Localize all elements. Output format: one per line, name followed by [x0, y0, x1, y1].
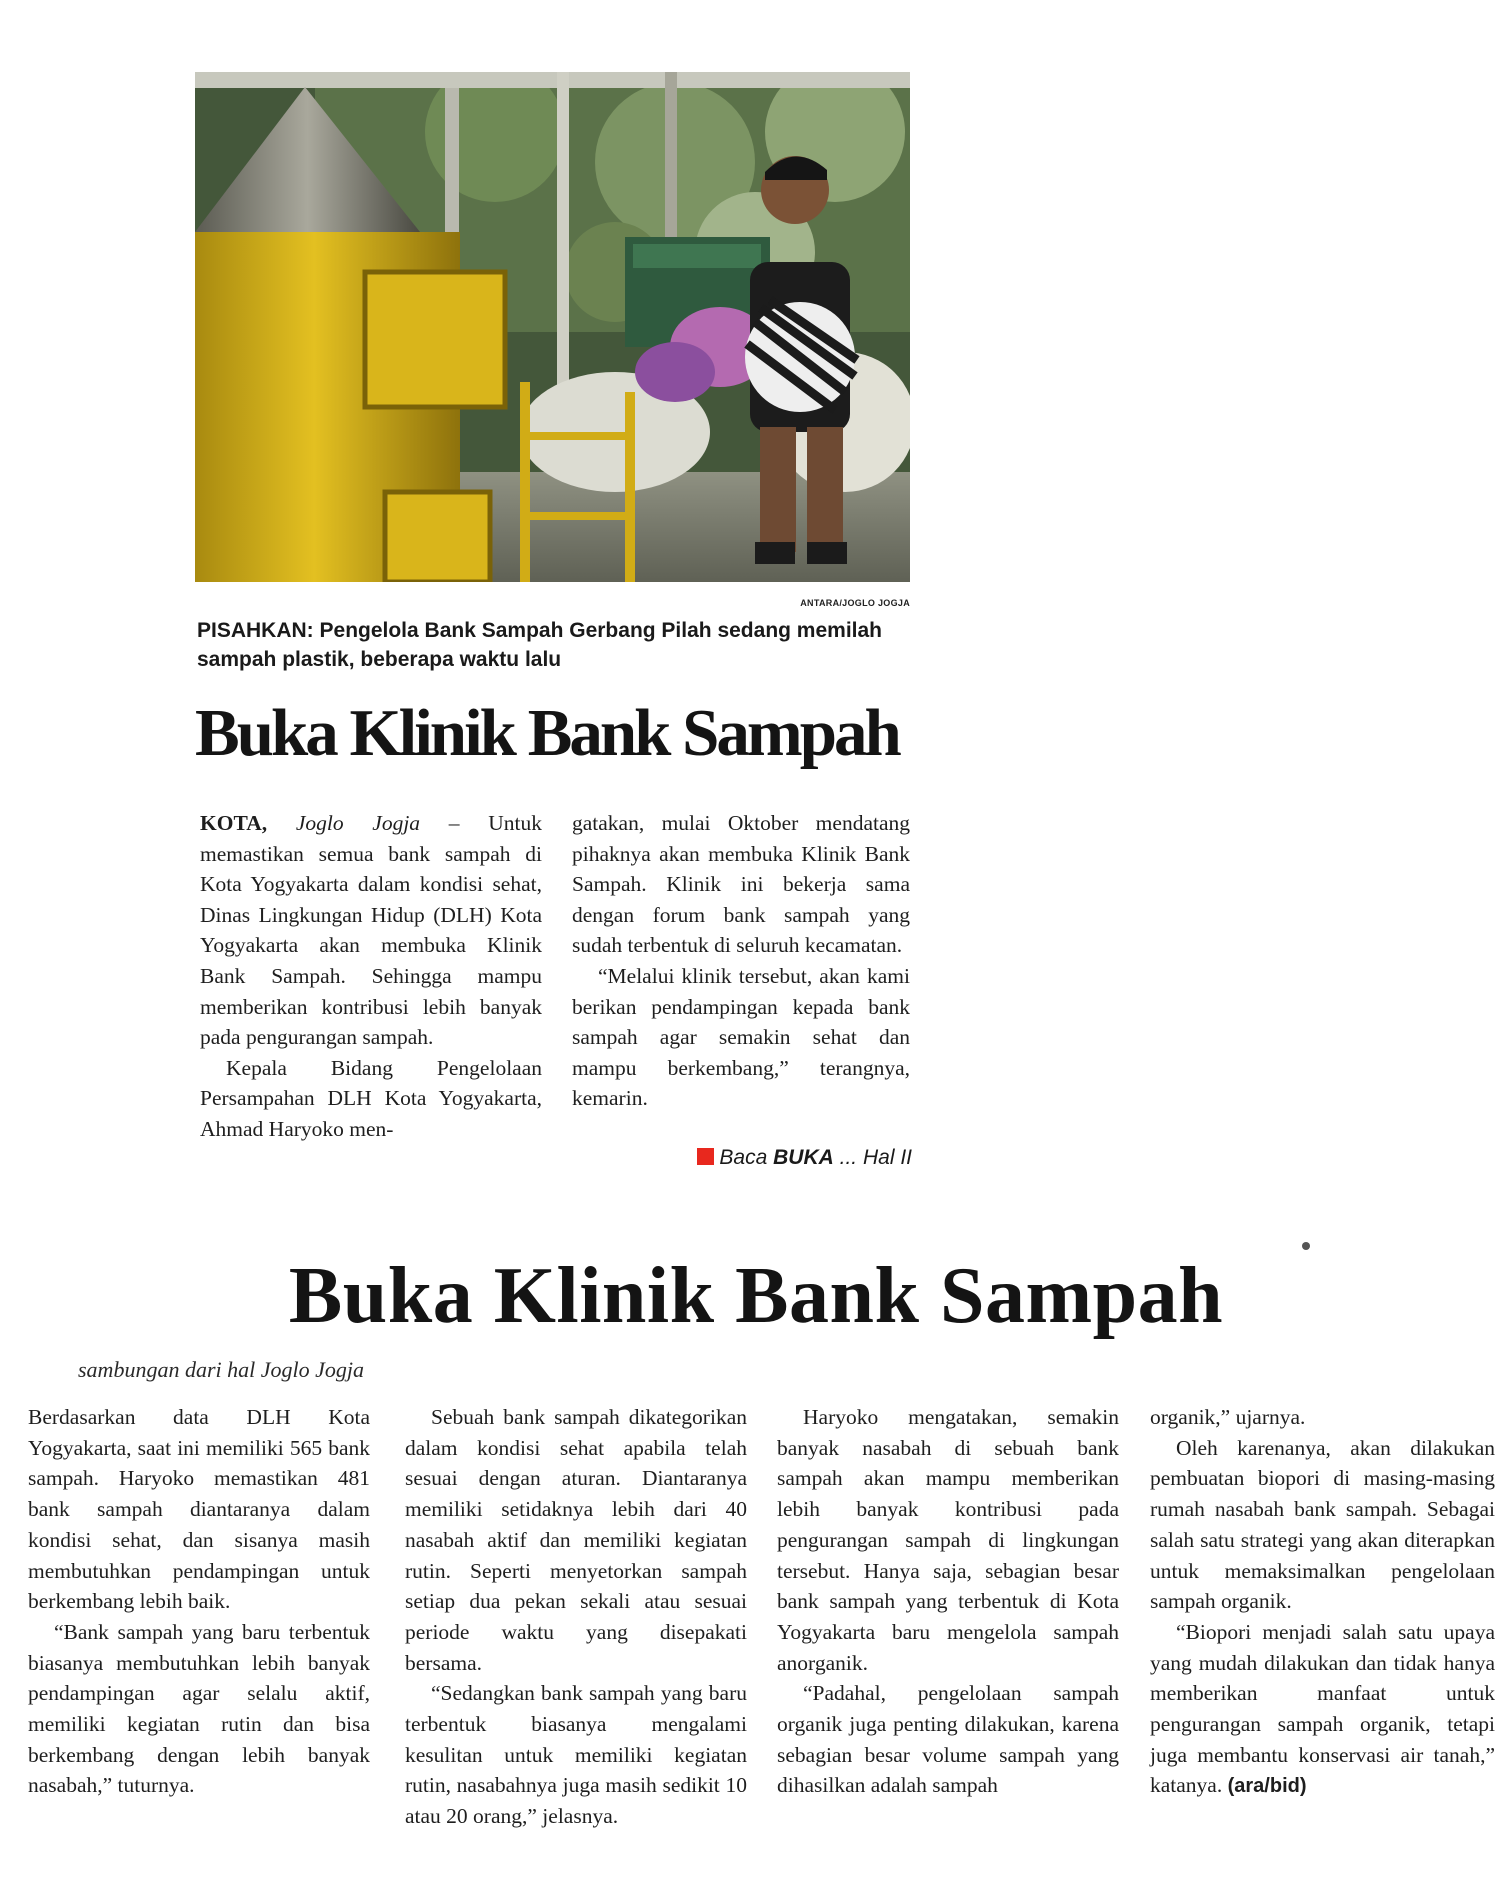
- red-square-icon: [697, 1148, 714, 1165]
- continue-prefix: Baca: [719, 1146, 768, 1169]
- continuation-subhead: sambungan dari hal Joglo Jogja: [78, 1357, 364, 1382]
- byline: (ara/bid): [1227, 1775, 1307, 1798]
- continuation-column-2: [405, 1402, 747, 1832]
- front-column-2: [572, 808, 910, 1114]
- article-paragraph: [1150, 1617, 1495, 1802]
- article-paragraph: “Padahal, pengelolaan sampah organik juga penting dilakukan, karena sebagian besar volume sampah yang dihasilkan adalah sampah: [777, 1681, 1119, 1798]
- photo-credit: ANTARA/JOGLO JOGJA: [800, 598, 910, 608]
- continue-suffix: ... Hal II: [839, 1146, 912, 1169]
- photo-caption: PISAHKAN: Pengelola Bank Sampah Gerbang Pilah sedang memilah sampah plastik, beberapa waktu lalu: [197, 619, 883, 671]
- article-paragraph: Oleh karenanya, akan dilakukan pembuatan biopori di masing-masing rumah nasabah bank sampah. Sebagai salah satu strategi yang akan diterapkan untuk memaksimalkan pengelolaan sampah organik.: [1150, 1435, 1495, 1614]
- article-paragraph: “Sedangkan bank sampah yang baru terbentuk biasanya mengalami kesulitan untuk memiliki kegiatan rutin, nasabahnya juga masih sedikit 10 atau 20 orang,” jelasnya.: [405, 1681, 747, 1829]
- front-column-1: [200, 808, 542, 1145]
- article-paragraph: Berdasarkan data DLH Kota Yogyakarta, saat ini memiliki 565 bank sampah. Haryoko memastikan 481 bank sampah diantaranya dalam kondisi sehat, dan sisanya masih membutuhkan pendampingan untuk berkembang lebih baik.: [28, 1405, 370, 1614]
- front-paragraph: [200, 808, 542, 1053]
- article-paragraph: “Bank sampah yang baru terbentuk biasanya membutuhkan lebih banyak pendampingan agar selalu aktif, memiliki kegiatan rutin dan bisa berkembang dengan lebih banyak nasabah,” tuturnya.: [28, 1619, 370, 1798]
- dateline-source: Joglo Jogja: [295, 811, 421, 835]
- continuation-column-3: [777, 1402, 1119, 1801]
- continuation-headline: Buka Klinik Bank Sampah: [288, 1252, 1224, 1340]
- photo-bank-sampah-worker-icon: [195, 72, 910, 582]
- continuation-column-1: [28, 1402, 370, 1801]
- continue-word: BUKA: [773, 1146, 834, 1169]
- front-paragraph: “Melalui klinik tersebut, akan kami berikan pendampingan kepada bank sampah agar semakin sehat dan mampu berkembang,” terangnya, kemarin.: [572, 963, 910, 1111]
- front-headline: Buka Klinik Bank Sampah: [195, 696, 899, 770]
- dateline-place: KOTA,: [200, 811, 268, 835]
- continuation-column-4: [1150, 1402, 1495, 1802]
- news-photo: [195, 72, 910, 582]
- article-paragraph: Haryoko mengatakan, semakin banyak nasabah di sebuah bank sampah akan mampu memberikan lebih banyak kontribusi pada pengurangan sampah di lingkungan tersebut. Hanya saja, sebagian besar bank sampah yang terbentuk di Kota Yogyakarta baru mengelola sampah anorganik.: [777, 1405, 1119, 1675]
- continue-reference: [660, 1146, 912, 1170]
- front-paragraph: Kepala Bidang Pengelolaan Persampahan DLH Kota Yogyakarta, Ahmad Haryoko men-: [200, 1055, 542, 1141]
- article-paragraph: organik,” ujarnya.: [1150, 1405, 1306, 1429]
- front-paragraph: gatakan, mulai Oktober mendatang pihaknya akan membuka Klinik Bank Sampah. Klinik ini bekerja sama dengan forum bank sampah yang sudah terbentuk di seluruh kecamatan.: [572, 811, 910, 958]
- article-paragraph: Sebuah bank sampah dikategorikan dalam kondisi sehat apabila telah sesuai dengan aturan. Diantaranya memiliki setidaknya lebih dari 40 nasabah aktif dan memiliki kegiatan rutin. Seperti menyetorkan sampah setiap dua pekan sekali atau sesuai periode waktu yang disepakati bersama.: [405, 1405, 747, 1675]
- ink-speck-icon: [1302, 1242, 1310, 1250]
- lead-text: – Untuk memastikan semua bank sampah di Kota Yogyakarta dalam kondisi sehat, Dinas Lingkungan Hidup (DLH) Kota Yogyakarta akan membuka Klinik Bank Sampah. Sehingga mampu memberikan kontribusi lebih banyak pada pengurangan sampah.: [200, 811, 542, 1050]
- closing-text: “Biopori menjadi salah satu upaya yang mudah dilakukan dan tidak hanya memberikan manfaat untuk pengurangan sampah organik, tetapi juga membantu konservasi air tanah,” katanya.: [1150, 1619, 1495, 1798]
